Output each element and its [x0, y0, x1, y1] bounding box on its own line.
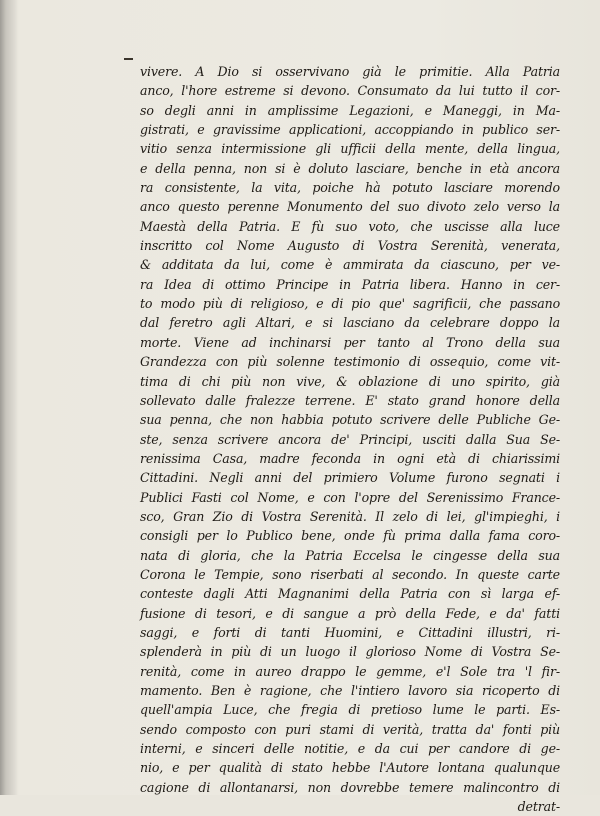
text-line: sua penna, che non habbia potuto scrivere delle Publiche Ge- — [140, 412, 560, 428]
text-line: dal feretro agli Altari, e si lasciano da celebrare doppo la — [140, 315, 560, 331]
text-line: renissima Casa, madre feconda in ogni età di chiarissimi — [140, 450, 560, 466]
text-line: to modo più di religioso, e di pio que' sagrificii, che passano — [140, 296, 560, 312]
text-line: splenderà in più di un luogo il glorioso Nome di Vostra Se- — [140, 644, 560, 660]
text-line: gistrati, e gravissime applicationi, accoppiando in publico ser- — [140, 122, 560, 138]
text-line: Publici Fasti col Nome, e con l'opre del Serenissimo France- — [140, 489, 560, 505]
text-line: sco, Gran Zio di Vostra Serenità. Il zelo di lei, gl'impieghi, i — [140, 508, 560, 524]
text-line: saggi, e forti di tanti Huomini, e Cittadini illustri, ri- — [140, 624, 560, 640]
text-line: vitio senza intermissione gli ufficii della mente, della lingua, — [140, 141, 560, 157]
body-text — [140, 62, 560, 816]
text-line: quell'ampia Luce, che fregia di pretioso lume le parti. Es- — [140, 702, 560, 718]
text-line: nio, e per qualità di stato hebbe l'Autore lontana qualunque — [140, 760, 560, 776]
text-line: sollevato dalle fralezze terrene. E' stato grand honore della — [140, 392, 560, 408]
text-line: tima di chi più non vive, & oblazione di uno spirito, già — [140, 373, 560, 389]
page-mark — [124, 58, 133, 60]
text-line: mamento. Ben è ragione, che l'intiero lavoro sia ricoperto di — [140, 683, 560, 698]
text-line: so degli anni in amplissime Legazioni, e Maneggi, in Ma- — [140, 102, 560, 118]
text-line: anco, l'hore estreme si devono. Consumato da lui tutto il cor- — [140, 83, 560, 99]
text-line: nata di gloria, che la Patria Eccelsa le cingesse della sua — [140, 547, 560, 563]
text-line: e della penna, non si è doluto lasciare, benche in età ancora — [140, 160, 560, 176]
text-line: vivere. A Dio si osservivano già le primitie. Alla Patria — [140, 64, 560, 79]
text-line: interni, e sinceri delle notitie, e da cui per candore di ge- — [140, 741, 560, 757]
text-line: conteste dagli Atti Magnanimi della Patria con sì larga ef- — [140, 586, 560, 602]
text-line: morte. Viene ad inchinarsi per tanto al Trono della sua — [140, 334, 560, 350]
text-line: cagione di allontanarsi, non dovrebbe temere malincontro di — [140, 779, 560, 795]
binding-gutter — [0, 0, 18, 795]
text-line: inscritto col Nome Augusto di Vostra Serenità, venerata, — [140, 238, 560, 254]
text-line: anco questo perenne Monumento del suo divoto zelo verso la — [140, 199, 560, 215]
text-line: ra consistente, la vita, poiche hà potuto lasciare morendo — [140, 180, 560, 196]
text-line: Corona le Tempie, sono riserbati al secondo. In queste carte — [140, 566, 560, 582]
text-line: & additata da lui, come è ammirata da ciascuno, per ve- — [140, 257, 560, 273]
text-line: fusione di tesori, e di sangue a prò della Fede, e da' fatti — [140, 605, 560, 621]
text-line: Grandezza con più solenne testimonio di ossequio, come vit- — [140, 354, 560, 370]
text-line: ste, senza scrivere ancora de' Principi, usciti dalla Sua Se- — [140, 431, 560, 447]
text-line: sendo composto con puri stami di verità, tratta da' fonti più — [140, 721, 560, 737]
text-line: ra Idea di ottimo Principe in Patria libera. Hanno in cer- — [140, 276, 560, 292]
text-line: Maestà della Patria. E fù suo voto, che uscisse alla luce — [140, 218, 560, 234]
text-line: renità, come in aureo drappo le gemme, e'l Sole tra 'l fir- — [140, 663, 560, 679]
catchword: detrat- — [517, 799, 560, 815]
text-line: consigli per lo Publico bene, onde fù prima dalla fama coro- — [140, 528, 560, 544]
text-line: Cittadini. Negli anni del primiero Volume furono segnati i — [140, 470, 560, 486]
